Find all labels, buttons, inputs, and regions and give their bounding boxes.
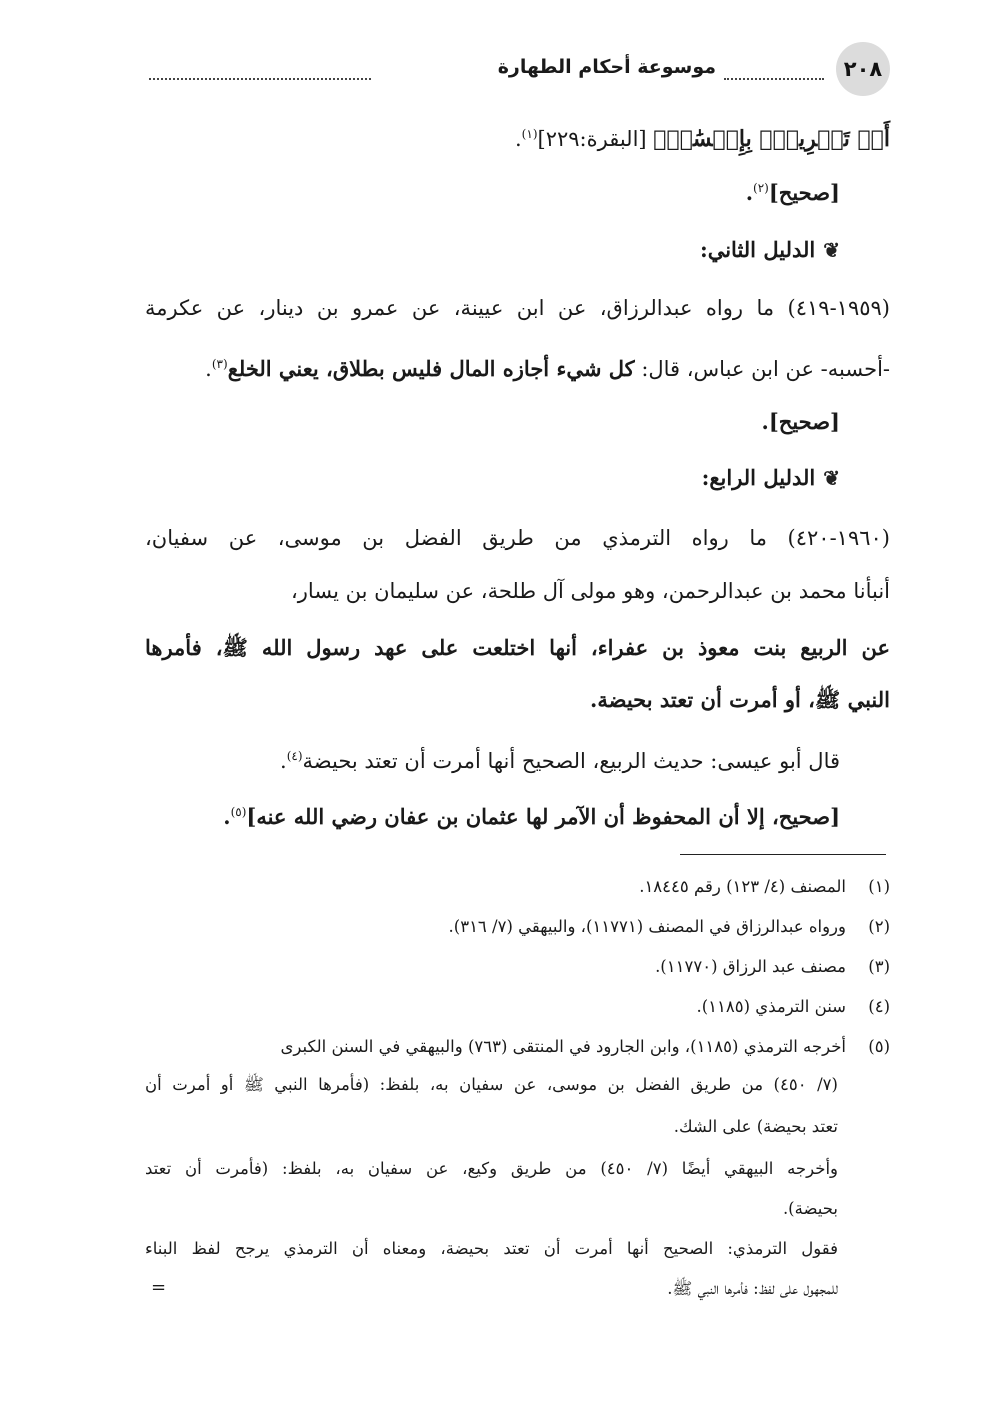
footnote-item (145, 1032, 890, 1064)
footnote-text: مصنف عبد الرزاق (١١٧٧٠). (655, 957, 846, 976)
hadith-matn: كل شيء أجازه المال فليس بطلاق، يعني الخلع (227, 356, 635, 381)
commentary-line: قال أبو عيسى: حديث الربيع، الصحيح أنها أمرت أن تعتد بحيضة$^{(٤)}$. (280, 749, 840, 773)
footnote-text: تعتد بحيضة) على الشك. (673, 1117, 838, 1136)
heading-text: الدليل الثاني: (699, 237, 816, 262)
hadith-text: (١٩٥٩-٤١٩) ما رواه عبدالرزاق، عن ابن عيينة، عن عمرو بن دينار، عن عكرمة (145, 296, 890, 320)
page-number: ٢٠٨ (836, 42, 890, 96)
leaf-ornament-icon: ❦ (823, 466, 840, 490)
footnote-text: فقول الترمذي: الصحيح أنها أمرت أن تعتد بحيضة، ومعناه أن الترمذي يرجح لفظ البناء (145, 1239, 838, 1258)
grade-line: [صحيح، إلا أن المحفوظ أن الآمر لها عثمان بن عفان رضي الله عنه]$^{(٥)}$. (223, 804, 840, 829)
quran-verse: أَوۡ تَسۡرِيحُۢ بِإِحۡسَٰنٖۗ (653, 126, 890, 152)
footnote-item (655, 952, 890, 984)
footnote-text: وأخرجه البيهقي أيضًا (٧/ ٤٥٠) من طريق وكيع، عن سفيان به، بلفظ: (فأمرت أن تعتد (145, 1159, 838, 1178)
section-heading (702, 460, 840, 500)
footnote-marker: (٥) (230, 805, 247, 819)
page-header (145, 40, 890, 100)
footnote-text: (٧/ ٤٥٠) من طريق الفضل بن موسى، عن سفيان به، بلفظ: (فأمرها النبي ﷺ أو أمرت أن (145, 1075, 838, 1094)
footnote-text: بحيضة). (782, 1199, 838, 1218)
footnote-number: (٢) (868, 917, 890, 936)
leaf-ornament-icon: ❦ (823, 238, 840, 262)
heading-text: الدليل الرابع: (701, 465, 816, 490)
footnote-marker: (٢) (753, 181, 769, 195)
footnote-number: (٣) (868, 957, 890, 976)
grade-label: [صحيح]. (761, 409, 840, 434)
footnote-marker: (٣) (211, 357, 228, 371)
footnote-divider (680, 854, 886, 855)
continuation-mark: = (151, 1277, 167, 1298)
grade-line: [صحيح]$^{(٢)}$. (745, 180, 840, 205)
header-dots-right (724, 78, 824, 80)
section-heading (700, 232, 840, 272)
footnote-text: أخرجه الترمذي (١١٨٥)، وابن الجارود في المنتقى (٧٦٣) والبيهقي في السنن الكبرى (280, 1037, 846, 1056)
grade-label: [صحيح] (768, 180, 840, 205)
verse-line: أَوۡ تَسۡرِيحُۢ بِإِحۡسَٰنٖۗ [البقرة:٢٢٩]$^{(١)}$. (514, 126, 890, 152)
narration-chain: -أحسبه- عن ابن عباس، قال: (641, 357, 890, 381)
verse-reference: [البقرة:٢٢٩] (537, 127, 647, 151)
footnote-number: (٤) (868, 997, 890, 1016)
footnote-item (449, 912, 890, 944)
footnote-marker: (١) (521, 127, 538, 141)
hadith-text: أنبأنا محمد بن عبدالرحمن، وهو مولى آل طلحة، عن سليمان بن يسار، (291, 579, 890, 603)
grade-label: [صحيح، إلا أن المحفوظ أن الآمر لها عثمان بن عفان رضي الله عنه] (246, 804, 840, 829)
footnote-number: (٥) (868, 1037, 890, 1056)
header-dots-left (149, 78, 371, 80)
footnote-text: ورواه عبدالرزاق في المصنف (١١٧٧١)، والبيهقي (٧/ ٣١٦). (448, 917, 846, 936)
hadith-matn: النبي ﷺ، أو أمرت أن تعتد بحيضة. (590, 687, 890, 712)
hadith-matn: عن الربيع بنت معوذ بن عفراء، أنها اختلعت على عهد رسول الله ﷺ، فأمرها (145, 635, 890, 660)
footnote-marker: (٤) (286, 749, 303, 763)
footnote-item (639, 872, 890, 904)
footnote-text: للمجهول على لفظ: فأمرها النبي ﷺ. (667, 1279, 838, 1298)
hadith-text: (١٩٦٠-٤٢٠) ما رواه الترمذي من طريق الفضل بن موسى، عن سفيان، (145, 526, 890, 550)
footnote-item (696, 992, 890, 1024)
commentary-text: قال أبو عيسى: حديث الربيع، الصحيح أنها أمرت أن تعتد بحيضة (302, 749, 840, 773)
hadith-text: -أحسبه- عن ابن عباس، قال: كل شيء أجازه المال فليس بطلاق، يعني الخلع$^{(٣)}$. (205, 356, 890, 381)
footnote-text: المصنف (٤/ ١٢٣) رقم ١٨٤٤٥. (639, 877, 846, 896)
footnote-text: سنن الترمذي (١١٨٥). (696, 997, 846, 1016)
running-title: موسوعة أحكام الطهارة (497, 56, 716, 78)
footnote-number: (١) (868, 877, 890, 896)
